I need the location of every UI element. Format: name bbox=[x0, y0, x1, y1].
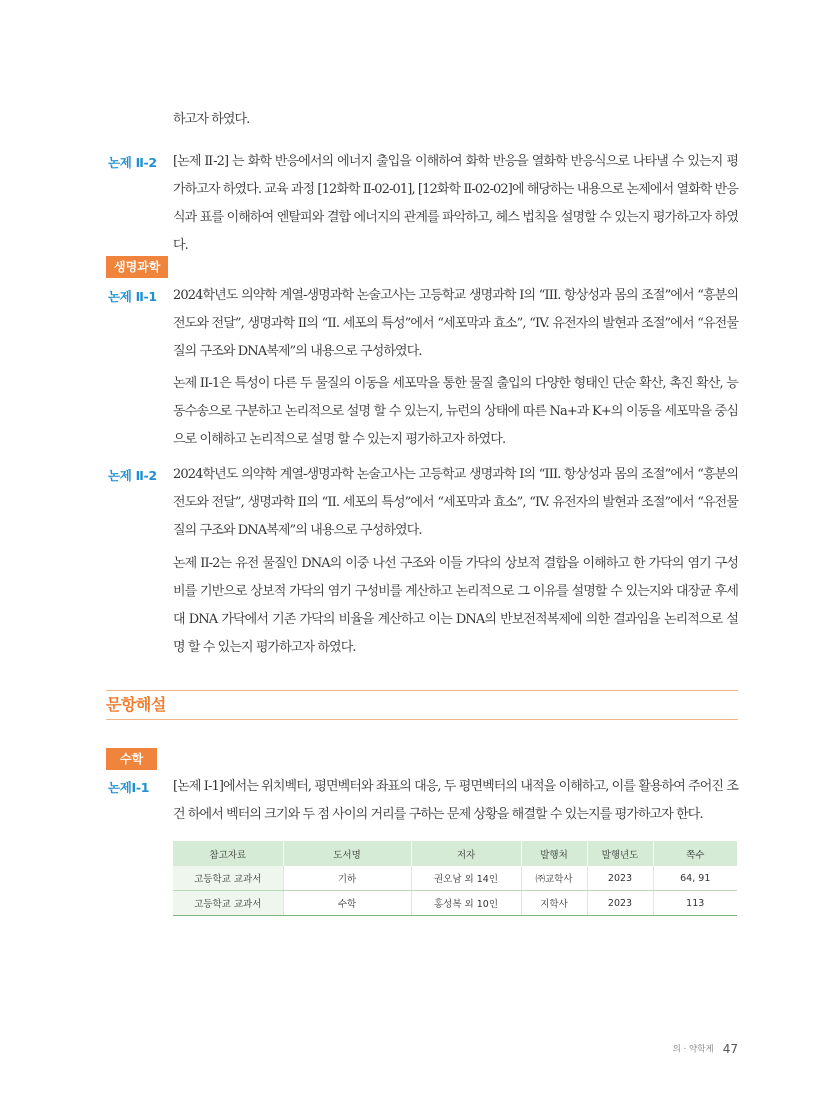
table-cell: 수학 bbox=[283, 891, 411, 916]
section-heading-title: 문항해설 bbox=[106, 695, 166, 714]
header-cell-pages: 쪽수 bbox=[653, 841, 737, 866]
table-row bbox=[173, 891, 737, 916]
table-cell: ㈜교학사 bbox=[521, 866, 587, 891]
table-cell: 지학사 bbox=[521, 891, 587, 916]
header-cell-book: 도서명 bbox=[283, 841, 411, 866]
bio-item2-text2: 논제 II-2는 유전 물질인 DNA의 이중 나선 구조와 이들 가닥의 상보적 결합을 이해하고 한 가닥의 염기 구성비를 기반으로 상보적 가닥의 염기 구성비를 계산하고 논리적으로 그 이유를 설명할 수 있는지와 대장균 후세대 DNA 가닥에서 기존 가닥의 비율을 계산하고 이는 DNA의 반보전적복제에 의한 결과임을 논리적으로 설명 할 수 있는지 평가하고자 하였다. bbox=[173, 556, 738, 655]
reference-table bbox=[173, 841, 737, 916]
chem-item-label: 논제 Ⅱ-2 bbox=[108, 155, 157, 170]
table-cell: 64, 91 bbox=[653, 866, 737, 891]
bio-item2-label: 논제 Ⅱ-2 bbox=[108, 468, 157, 483]
table-cell: 2023 bbox=[587, 866, 653, 891]
table-cell: 고등학교 교과서 bbox=[173, 891, 283, 916]
math-item-text: [논제 Ⅰ-1]에서는 위치벡터, 평면벡터와 좌표의 대응, 두 평면벡터의 내적을 이해하고, 이를 활용하여 주어진 조건 하에서 벡터의 크기와 두 점 사이의 거리를 구하는 문제 상황을 해결할 수 있는지를 평가하고자 한다. bbox=[173, 779, 738, 822]
header-cell-ref: 참고자료 bbox=[173, 841, 283, 866]
table-cell: 홍성복 외 10인 bbox=[411, 891, 521, 916]
page-number: 47 bbox=[722, 1041, 738, 1056]
chem-item-text: [논제 Ⅱ-2] 는 화학 반응에서의 에너지 출입을 이해하여 화학 반응을 열화학 반응식으로 나타낼 수 있는지 평가하고자 하였다. 교육 과정 [12화학 Ⅱ-02-01], [12화학 Ⅱ-02-02]에 해당하는 내용으로 논제에서 열화학 반응식과 표를 이해하여 엔탈피와 결합 에너지의 관계를 파악하고, 헤스 법칙을 설명할 수 있는지 평가하고자 하였다. bbox=[173, 154, 738, 253]
bio-item2-text1: 2024학년도 의약학 계열-생명과학 논술고사는 고등학교 생명과학 I의 “III. 항상성과 몸의 조절”에서 “흥분의 전도와 전달”, 생명과학 II의 “II. 세포의 특성”에서 “세포막과 효소”, “IV. 유전자의 발현과 조절”에서 “유전물질의 구조와 DNA복제”의 내용으로 구성하였다. bbox=[173, 467, 738, 538]
header-cell-year: 발행년도 bbox=[587, 841, 653, 866]
section-heading bbox=[106, 690, 738, 720]
table-cell: 2023 bbox=[587, 891, 653, 916]
reference-table-header bbox=[173, 841, 737, 866]
header-cell-publisher: 발행처 bbox=[521, 841, 587, 866]
table-cell: 고등학교 교과서 bbox=[173, 866, 283, 891]
bio-subject-tag: 생명과학 bbox=[106, 256, 168, 278]
page-footer bbox=[600, 1038, 738, 1057]
bio-item1-text2: 논제 II-1은 특성이 다른 두 물질의 이동을 세포막을 통한 물질 출입의 다양한 형태인 단순 확산, 촉진 확산, 능동수송으로 구분하고 논리적으로 설명 할 수 있는지, 뉴런의 상태에 따른 Na+과 K+의 이동을 세포막을 중심으로 이해하고 논리적으로 설명 할 수 있는지 평가하고자 하였다. bbox=[173, 376, 738, 447]
header-cell-author: 저자 bbox=[411, 841, 521, 866]
bio-item1-label: 논제 Ⅱ-1 bbox=[108, 289, 157, 304]
footer-section-name: 의 · 약학계 bbox=[672, 1044, 714, 1055]
table-cell: 113 bbox=[653, 891, 737, 916]
intro-tail-text: 하고자 하였다. bbox=[173, 112, 250, 127]
table-cell: 기하 bbox=[283, 866, 411, 891]
table-row bbox=[173, 866, 737, 891]
math-subject-tag: 수학 bbox=[106, 748, 157, 770]
table-cell: 권오남 외 14인 bbox=[411, 866, 521, 891]
math-item-label: 논제Ⅰ-1 bbox=[108, 780, 150, 795]
bio-item1-text1: 2024학년도 의약학 계열-생명과학 논술고사는 고등학교 생명과학 I의 “III. 항상성과 몸의 조절”에서 “흥분의 전도와 전달”, 생명과학 II의 “II. 세포의 특성”에서 “세포막과 효소”, “IV. 유전자의 발현과 조절”에서 “유전물질의 구조와 DNA복제”의 내용으로 구성하였다. bbox=[173, 288, 738, 359]
